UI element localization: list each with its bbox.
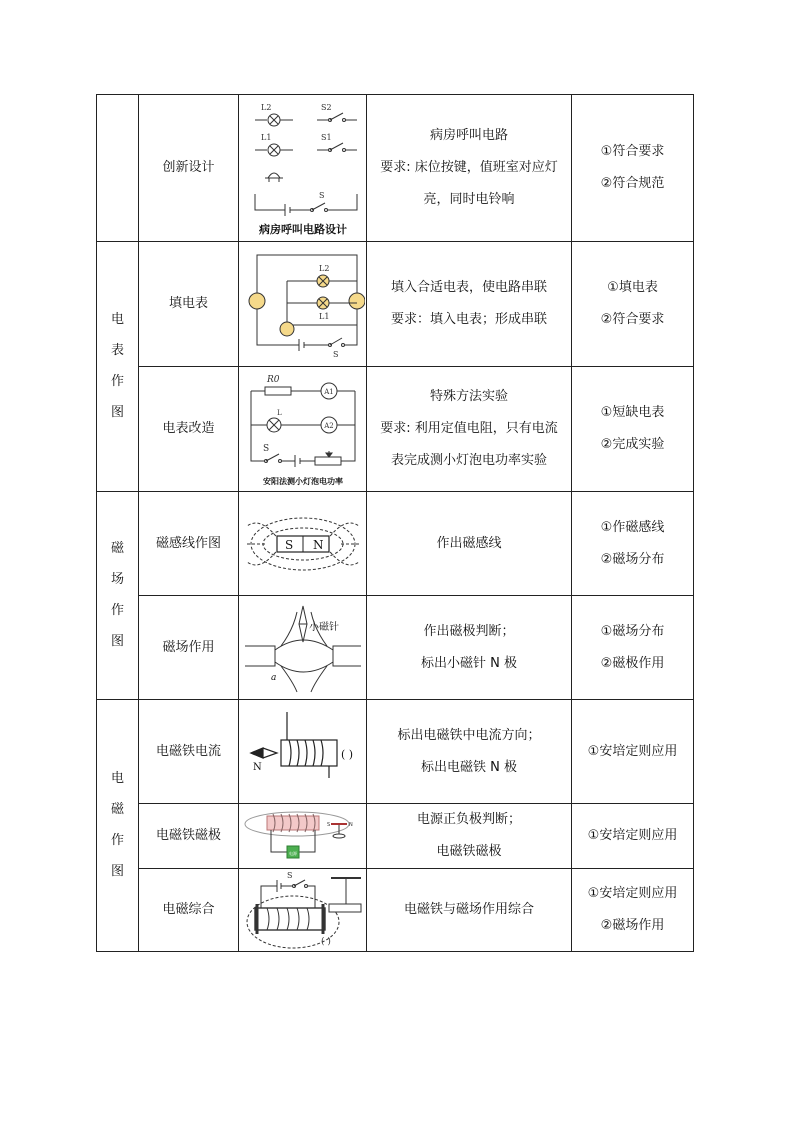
topic-cell: 创新设计 [139,95,239,242]
figure-cell [239,596,367,700]
svg-text:L2: L2 [260,103,271,112]
electromagnet-spring-iron-icon [241,870,365,950]
electromagnet-compass-icon [241,704,365,800]
topic-cell: 电磁综合 [139,869,239,952]
description-cell: 作出磁极判断； 标出小磁针 N 极 [367,596,572,700]
table-row [97,596,694,700]
svg-text:S: S [332,350,338,359]
svg-text:N: N [348,822,353,828]
table-row [97,700,694,804]
description-cell: 填入合适电表，使电路串联 要求：填入电表；形成串联 [367,242,572,367]
category-cell-empty [97,95,139,242]
figure-cell [239,700,367,804]
svg-text:S: S [284,537,293,552]
svg-text:安阳法测小灯泡电功率: 安阳法测小灯泡电功率 [262,476,343,486]
category-cell: 磁 场 作 图 [97,492,139,700]
figure-cell [239,804,367,869]
description-cell: 病房呼叫电路 要求: 床位按键，值班室对应灯 亮，同时电铃响 [367,95,572,242]
figure-cell [239,242,367,367]
svg-text:S: S [318,191,324,200]
magnet-poles-compass-icon [241,600,365,696]
svg-text:A1: A1 [323,388,334,396]
criteria-cell: ①安培定则应用 [572,804,694,869]
svg-text:A2: A2 [323,422,334,430]
criteria-cell: ①磁场分布 ②磁极作用 [572,596,694,700]
table-row [97,869,694,952]
table-row [97,804,694,869]
svg-text:S2: S2 [320,103,332,112]
criteria-cell: ①安培定则应用 ②磁场作用 [572,869,694,952]
meter-fill-circuit-icon [241,245,365,363]
topic-cell: 磁场作用 [139,596,239,700]
svg-text:L1: L1 [260,133,271,142]
svg-text:电源: 电源 [288,851,297,856]
svg-text:小磁针: 小磁针 [308,621,339,633]
electromagnet-power-source-icon [241,806,365,866]
table-row [97,95,694,242]
figure-cell [239,492,367,596]
ammeter-method-circuit-icon [241,369,365,489]
svg-text:( ): ( ) [340,747,353,761]
topic-cell: 填电表 [139,242,239,367]
svg-text:R0: R0 [266,375,280,385]
criteria-cell: ①填电表 ②符合要求 [572,242,694,367]
svg-text:S: S [262,444,269,454]
table-row [97,367,694,492]
criteria-cell: ①安培定则应用 [572,700,694,804]
topic-cell: 电磁铁电流 [139,700,239,804]
criteria-cell: ①作磁感线 ②磁场分布 [572,492,694,596]
svg-text:N: N [312,537,323,552]
svg-text:L1: L1 [318,312,329,321]
description-cell: 作出磁感线 [367,492,572,596]
criteria-cell: ①短缺电表 ②完成实验 [572,367,694,492]
description-cell: 特殊方法实验 要求: 利用定值电阻，只有电流 表完成测小灯泡电功率实验 [367,367,572,492]
figure-cell [239,95,367,242]
svg-text:a: a [270,672,276,683]
figure-cell [239,367,367,492]
topic-cell: 电表改造 [139,367,239,492]
svg-text:L2: L2 [318,264,329,273]
description-cell: 标出电磁铁中电流方向； 标出电磁铁 N 极 [367,700,572,804]
diagram-topics-table [96,94,694,952]
table-row [97,492,694,596]
svg-text:病房呼叫电路设计: 病房呼叫电路设计 [258,223,347,236]
criteria-cell: ①符合要求 ②符合规范 [572,95,694,242]
bar-magnet-field-lines-icon [241,496,365,592]
figure-cell [239,869,367,952]
svg-text:L: L [276,409,282,417]
svg-text:S: S [326,822,330,828]
svg-text:N: N [252,761,262,773]
ward-call-circuit-icon [241,98,365,238]
topic-cell: 磁感线作图 [139,492,239,596]
description-cell: 电磁铁与磁场作用综合 [367,869,572,952]
table-row [97,242,694,367]
svg-text:S1: S1 [320,133,332,142]
svg-text:S: S [286,871,292,880]
svg-text:( ): ( ) [320,937,331,947]
category-cell: 电 磁 作 图 [97,700,139,952]
topic-cell: 电磁铁磁极 [139,804,239,869]
category-cell: 电 表 作 图 [97,242,139,492]
description-cell: 电源正负极判断； 电磁铁磁极 [367,804,572,869]
